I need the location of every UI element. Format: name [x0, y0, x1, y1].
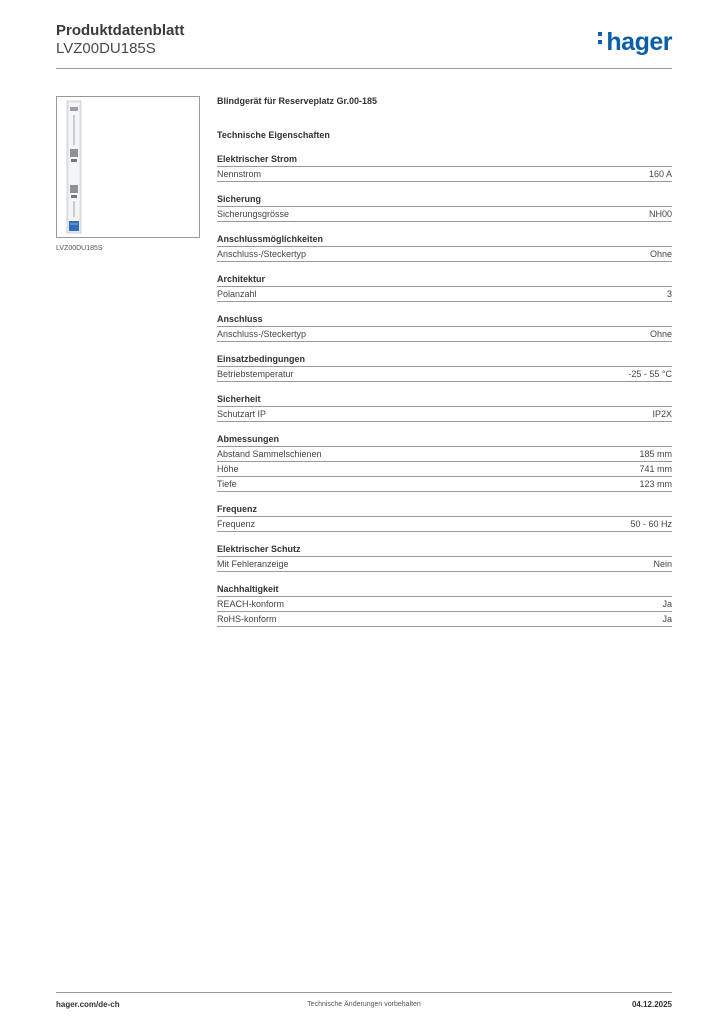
property-row [217, 557, 672, 572]
property-value: 50 - 60 Hz [630, 519, 672, 529]
property-row [217, 327, 672, 342]
property-group [217, 232, 672, 262]
property-label: REACH-konform [217, 599, 285, 609]
property-label: RoHS-konform [217, 614, 277, 624]
logo-text: hager [606, 28, 672, 56]
property-value: Ja [662, 599, 672, 609]
property-label: Schutzart IP [217, 409, 267, 419]
property-row [217, 612, 672, 627]
property-row [217, 517, 672, 532]
property-value: 741 mm [639, 464, 672, 474]
property-label: Anschluss-/Steckertyp [217, 249, 307, 259]
property-value: NH00 [648, 209, 672, 219]
property-value: Ohne [649, 249, 672, 259]
page-title: Produktdatenblatt [56, 22, 185, 39]
property-value: Ja [662, 614, 672, 624]
property-row [217, 477, 672, 492]
property-group [217, 192, 672, 222]
product-image [56, 96, 200, 238]
section-title: Technische Eigenschaften [217, 130, 330, 140]
property-row [217, 247, 672, 262]
property-label: Mit Fehleranzeige [217, 559, 289, 569]
property-group [217, 392, 672, 422]
property-row [217, 207, 672, 222]
property-label: Höhe [217, 464, 239, 474]
property-group [217, 542, 672, 572]
property-row [217, 367, 672, 382]
property-row [217, 167, 672, 182]
footer-disclaimer: Technische Änderungen vorbehalten [307, 1001, 421, 1008]
property-label: Frequenz [217, 519, 256, 529]
product-illustration [57, 97, 199, 237]
property-row [217, 447, 672, 462]
property-label: Betriebstemperatur [217, 369, 294, 379]
group-title: Einsatzbedingungen [217, 352, 672, 367]
group-title: Anschluss [217, 312, 672, 327]
group-title: Sicherheit [217, 392, 672, 407]
property-group [217, 152, 672, 182]
property-group [217, 272, 672, 302]
property-value: 123 mm [639, 479, 672, 489]
property-label: Nennstrom [217, 169, 262, 179]
property-value: 185 mm [639, 449, 672, 459]
property-value: 3 [666, 289, 672, 299]
page-footer [56, 998, 672, 1012]
group-title: Elektrischer Strom [217, 152, 672, 167]
property-group [217, 582, 672, 627]
image-caption: LVZ00DU185S [56, 245, 103, 252]
property-label: Abstand Sammelschienen [217, 449, 322, 459]
page-header [56, 22, 672, 68]
group-title: Anschlussmöglichkeiten [217, 232, 672, 247]
property-group [217, 502, 672, 532]
logo-colon-mark [598, 28, 604, 48]
header-divider [56, 68, 672, 69]
property-group [217, 432, 672, 492]
property-label: Polanzahl [217, 289, 257, 299]
property-label: Anschluss-/Steckertyp [217, 329, 307, 339]
property-value: Ohne [649, 329, 672, 339]
property-group [217, 352, 672, 382]
property-value: -25 - 55 °C [628, 369, 672, 379]
group-title: Nachhaltigkeit [217, 582, 672, 597]
product-name: Blindgerät für Reserveplatz Gr.00-185 [217, 96, 378, 106]
group-title: Sicherung [217, 192, 672, 207]
property-row [217, 287, 672, 302]
property-label: Tiefe [217, 479, 237, 489]
property-row [217, 407, 672, 422]
property-row [217, 462, 672, 477]
hager-logo [598, 28, 672, 57]
property-value: Nein [653, 559, 672, 569]
footer-divider [56, 992, 672, 993]
footer-website: hager.com/de-ch [56, 1000, 120, 1009]
footer-date: 04.12.2025 [631, 1000, 672, 1009]
group-title: Abmessungen [217, 432, 672, 447]
group-title: Frequenz [217, 502, 672, 517]
property-value: IP2X [652, 409, 672, 419]
property-label: Sicherungsgrösse [217, 209, 290, 219]
group-title: Architektur [217, 272, 672, 287]
property-groups [217, 152, 672, 627]
product-code: LVZ00DU185S [56, 40, 156, 57]
property-value: 160 A [648, 169, 672, 179]
group-title: Elektrischer Schutz [217, 542, 672, 557]
property-group [217, 312, 672, 342]
property-row [217, 597, 672, 612]
datasheet-content [217, 94, 672, 627]
